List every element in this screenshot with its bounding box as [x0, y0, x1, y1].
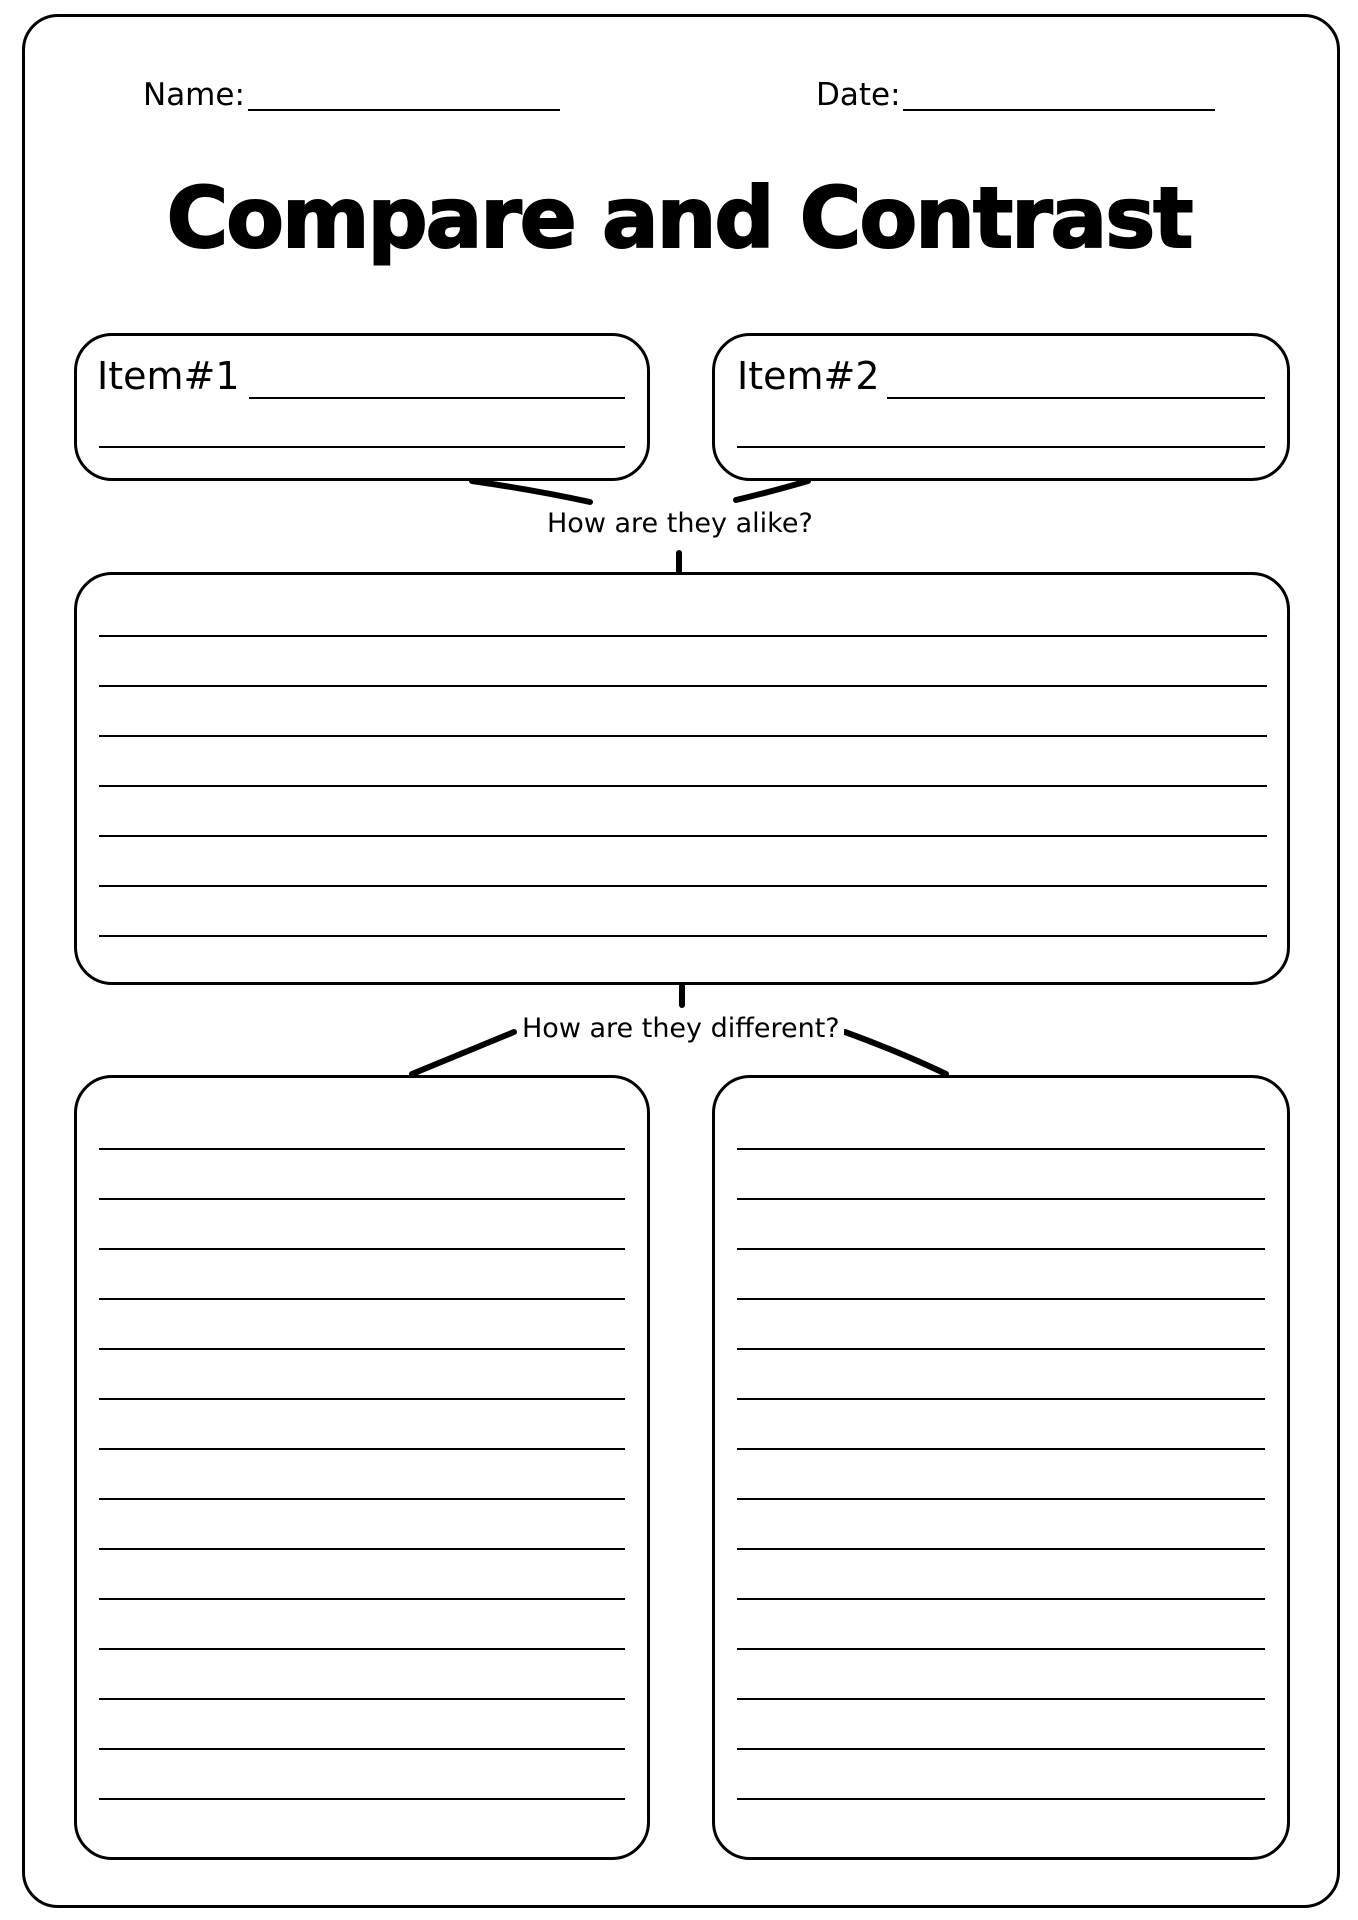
different-right-writing-line[interactable]	[737, 1148, 1265, 1150]
different-left-writing-line[interactable]	[99, 1698, 625, 1700]
different-left-writing-line[interactable]	[99, 1348, 625, 1350]
different-left-writing-line[interactable]	[99, 1148, 625, 1150]
item-1-field-line-2[interactable]	[99, 446, 625, 448]
alike-box	[74, 572, 1290, 985]
different-left-writing-line[interactable]	[99, 1398, 625, 1400]
different-right-writing-line[interactable]	[737, 1348, 1265, 1350]
alike-writing-line[interactable]	[99, 635, 1267, 637]
different-right-writing-line[interactable]	[737, 1298, 1265, 1300]
different-left-writing-line[interactable]	[99, 1598, 625, 1600]
name-label: Name:	[143, 77, 245, 113]
different-left-writing-line[interactable]	[99, 1248, 625, 1250]
item-2-label: Item#2	[737, 354, 880, 398]
different-left-writing-line[interactable]	[99, 1748, 625, 1750]
different-right-writing-line[interactable]	[737, 1798, 1265, 1800]
different-left-writing-line[interactable]	[99, 1548, 625, 1550]
item-2-box	[712, 333, 1290, 481]
different-left-writing-line[interactable]	[99, 1798, 625, 1800]
different-left-writing-line[interactable]	[99, 1198, 625, 1200]
different-left-writing-line[interactable]	[99, 1448, 625, 1450]
different-left-writing-line[interactable]	[99, 1498, 625, 1500]
different-right-writing-line[interactable]	[737, 1748, 1265, 1750]
different-right-box	[712, 1075, 1290, 1860]
alike-writing-line[interactable]	[99, 735, 1267, 737]
different-left-writing-line[interactable]	[99, 1298, 625, 1300]
date-field[interactable]	[903, 109, 1215, 111]
different-left-box	[74, 1075, 650, 1860]
alike-writing-line[interactable]	[99, 935, 1267, 937]
different-right-writing-line[interactable]	[737, 1648, 1265, 1650]
alike-writing-line[interactable]	[99, 835, 1267, 837]
name-field[interactable]	[248, 109, 560, 111]
different-right-writing-line[interactable]	[737, 1548, 1265, 1550]
alike-writing-line[interactable]	[99, 685, 1267, 687]
different-right-writing-line[interactable]	[737, 1198, 1265, 1200]
item-1-box	[74, 333, 650, 481]
item-1-label: Item#1	[97, 354, 240, 398]
item-2-field-line-2[interactable]	[737, 446, 1265, 448]
different-right-writing-line[interactable]	[737, 1448, 1265, 1450]
different-right-writing-line[interactable]	[737, 1598, 1265, 1600]
alike-writing-line[interactable]	[99, 785, 1267, 787]
different-right-writing-line[interactable]	[737, 1498, 1265, 1500]
item-1-field[interactable]	[249, 397, 625, 399]
date-label: Date:	[816, 77, 901, 113]
alike-writing-line[interactable]	[99, 885, 1267, 887]
alike-question: How are they alike?	[543, 508, 817, 540]
item-2-field[interactable]	[887, 397, 1265, 399]
different-right-writing-line[interactable]	[737, 1398, 1265, 1400]
different-question: How are they different?	[518, 1013, 844, 1045]
page-title: Compare and Contrast	[166, 169, 1192, 267]
different-left-writing-line[interactable]	[99, 1648, 625, 1650]
different-right-writing-line[interactable]	[737, 1698, 1265, 1700]
different-right-writing-line[interactable]	[737, 1248, 1265, 1250]
